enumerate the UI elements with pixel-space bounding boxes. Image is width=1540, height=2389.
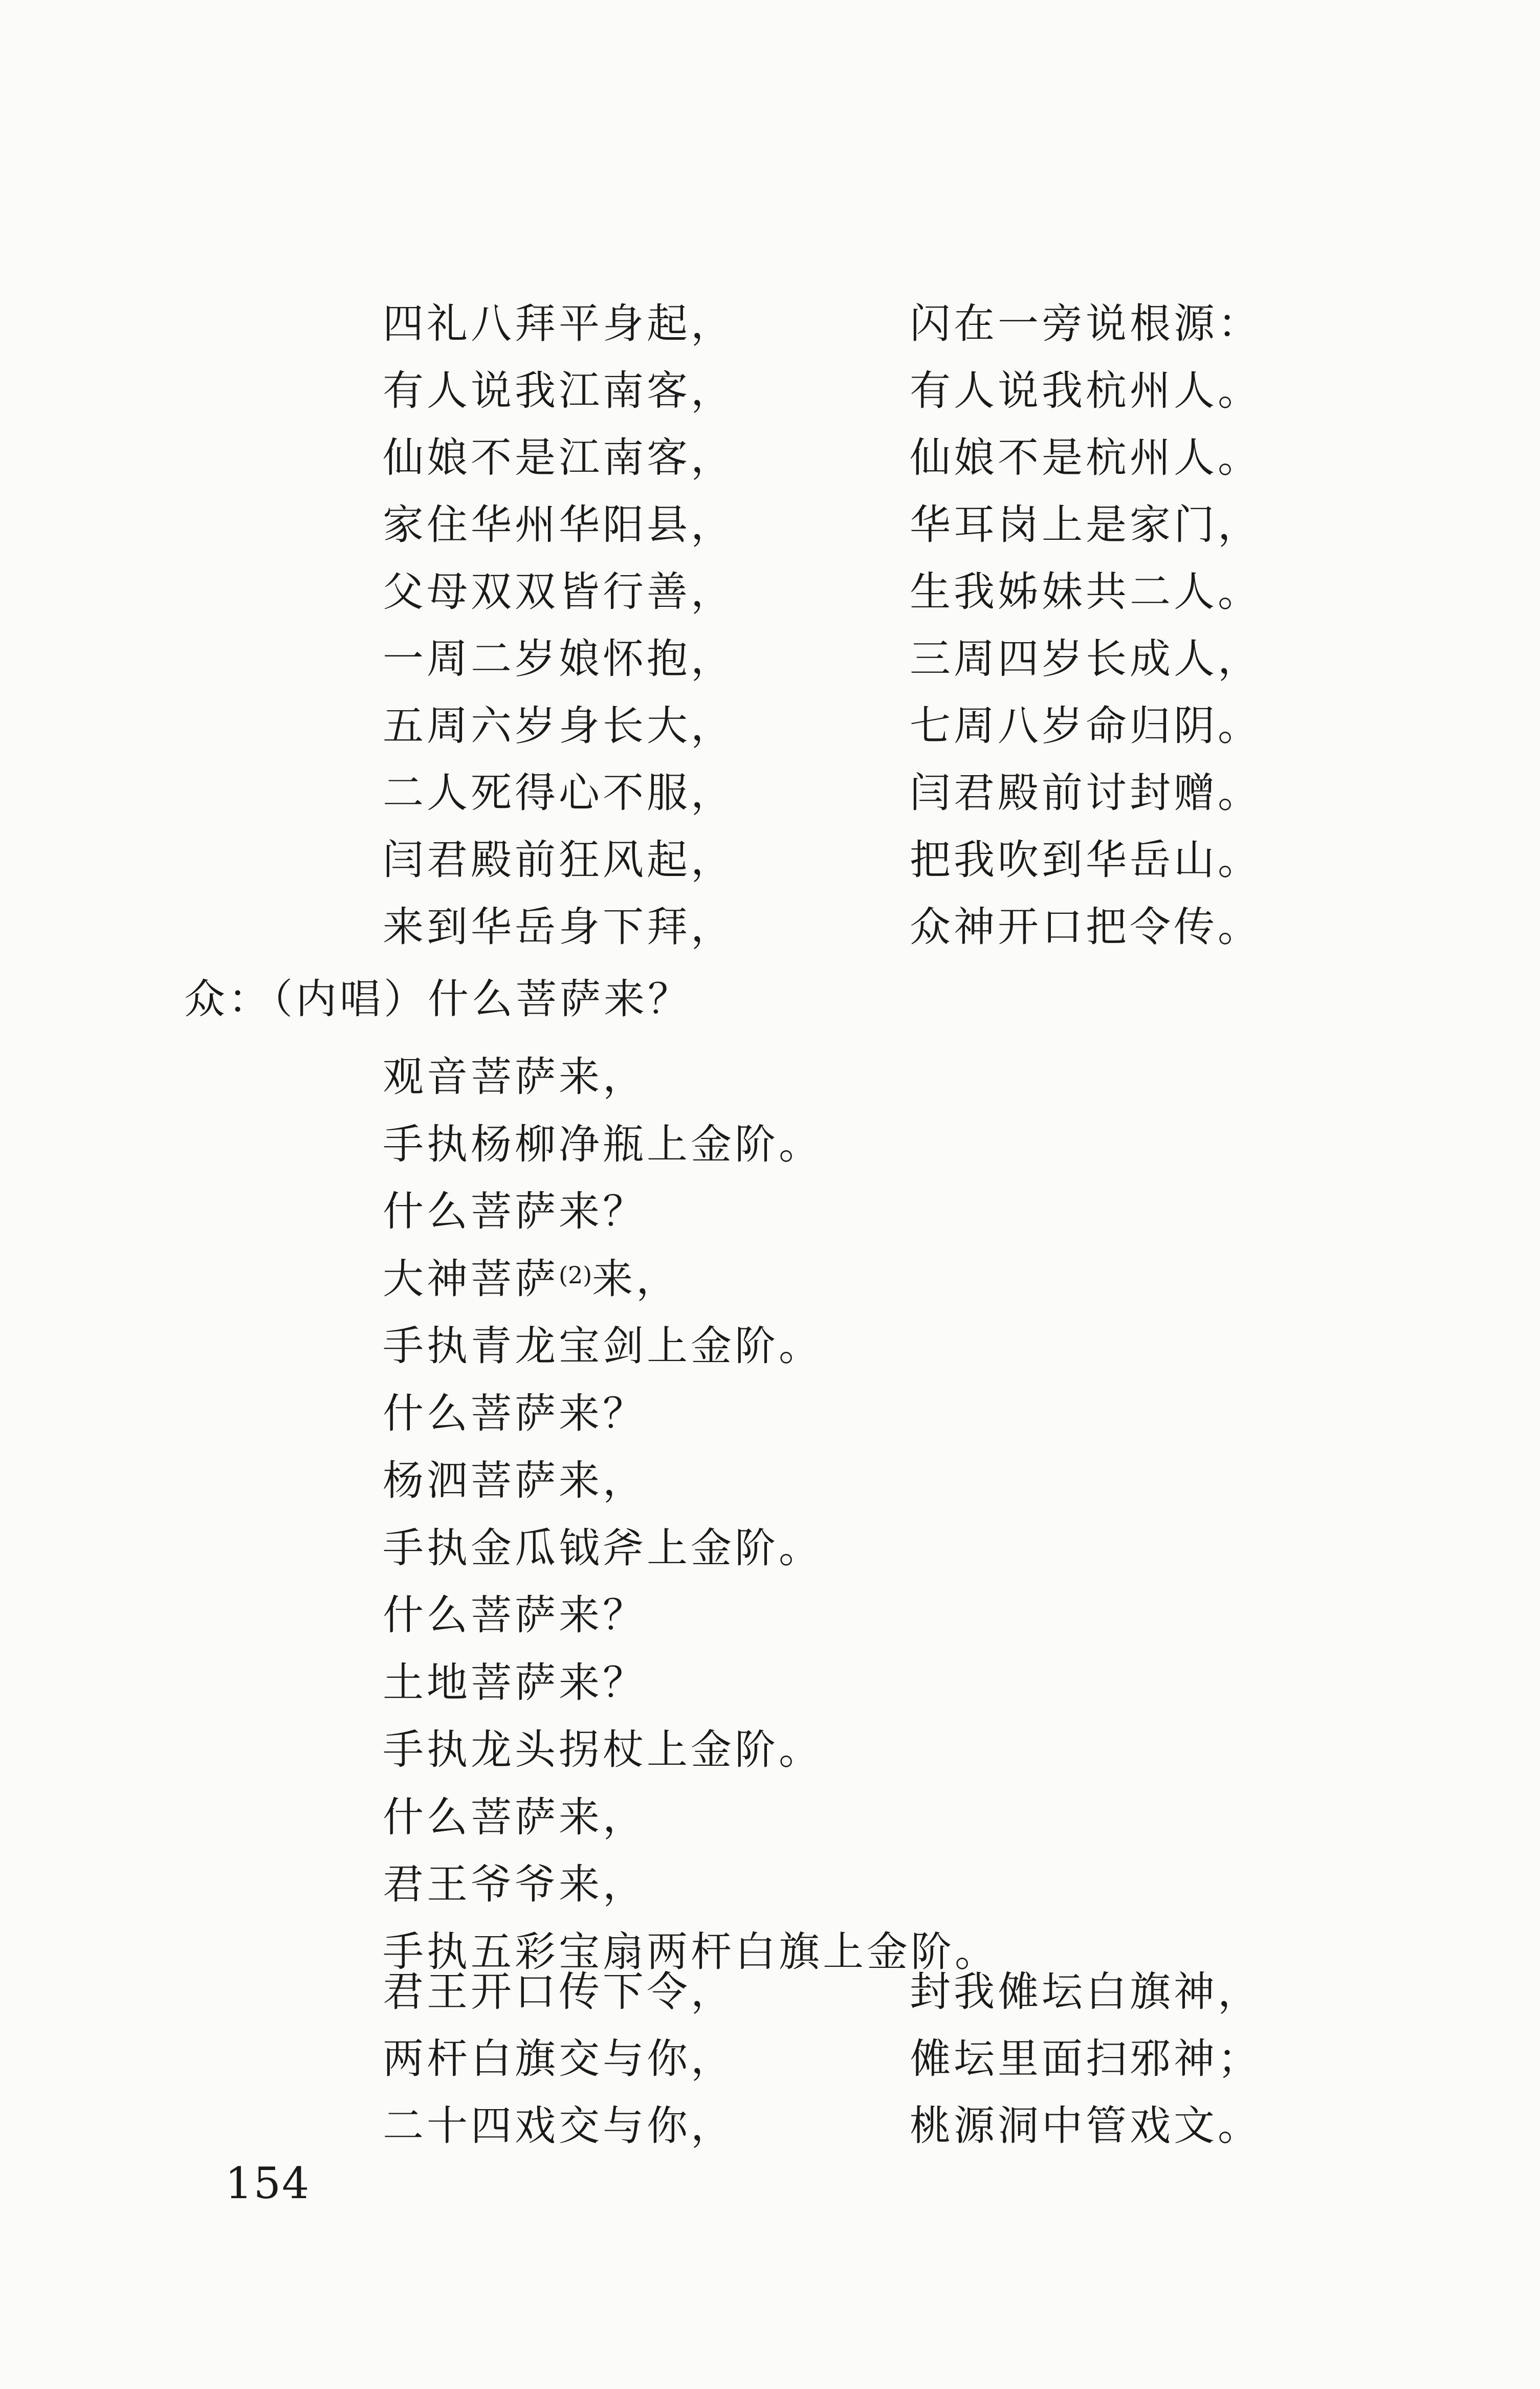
verse-couplet bbox=[383, 555, 1263, 622]
verse-left: 四礼八拜平身起， bbox=[383, 300, 735, 347]
chant-line: 手执青龙宝剑上金阶。 bbox=[383, 1322, 823, 1370]
verse-left: 有人说我江南客， bbox=[383, 367, 735, 414]
chant-line: 什么菩萨来， bbox=[383, 1793, 647, 1841]
verse-couplet bbox=[383, 1955, 1263, 2022]
chant-line: 土地菩萨来？ bbox=[383, 1658, 647, 1706]
verse-couplet bbox=[383, 421, 1263, 488]
verse-block-top bbox=[383, 287, 1263, 957]
verse-couplet bbox=[383, 890, 1263, 957]
verse-couplet bbox=[383, 756, 1263, 823]
verse-right: 封我傩坛白旗神， bbox=[910, 1968, 1262, 2015]
chant-line: 什么菩萨来？ bbox=[383, 1188, 647, 1236]
verse-left: 仙娘不是江南客， bbox=[383, 434, 735, 481]
chant-block bbox=[383, 1040, 1304, 1982]
chant-text: 来， bbox=[592, 1255, 680, 1303]
chant-line: 观音菩萨来， bbox=[383, 1053, 647, 1101]
page-number: 154 bbox=[225, 2158, 311, 2208]
chant-line: 手执龙头拐杖上金阶。 bbox=[383, 1726, 823, 1774]
verse-couplet bbox=[383, 2089, 1263, 2156]
verse-right: 闪在一旁说根源： bbox=[910, 300, 1262, 347]
verse-right: 傩坛里面扫邪神； bbox=[910, 2035, 1262, 2083]
verse-right: 生我姊妹共二人。 bbox=[910, 568, 1262, 616]
verse-right: 七周八岁命归阴。 bbox=[910, 702, 1262, 750]
verse-left: 家住华州华阳县， bbox=[383, 501, 735, 549]
verse-left: 两杆白旗交与你， bbox=[383, 2035, 735, 2083]
verse-left: 君王开口传下令， bbox=[383, 1968, 735, 2015]
verse-left: 一周二岁娘怀抱， bbox=[383, 635, 735, 683]
verse-left: 来到华岳身下拜， bbox=[383, 903, 735, 951]
verse-couplet bbox=[383, 2022, 1263, 2089]
chant-line: 君王爷爷来， bbox=[383, 1860, 647, 1909]
chant-line: 什么菩萨来？ bbox=[383, 1591, 647, 1639]
stage-direction: （内唱） bbox=[272, 975, 428, 1023]
speaker-line bbox=[184, 966, 692, 1025]
verse-right: 三周四岁长成人， bbox=[910, 635, 1262, 683]
chant-line: 什么菩萨来？ bbox=[383, 1389, 647, 1437]
verse-left: 父母双双皆行善， bbox=[383, 568, 735, 616]
verse-couplet bbox=[383, 488, 1263, 555]
speaker-name: 众： bbox=[184, 975, 272, 1023]
verse-right: 众神开口把令传。 bbox=[910, 903, 1262, 951]
verse-left: 二人死得心不服， bbox=[383, 769, 735, 817]
verse-couplet bbox=[383, 823, 1263, 890]
chant-line: 杨泗菩萨来， bbox=[383, 1457, 647, 1505]
chant-line-with-note bbox=[383, 1242, 1304, 1309]
verse-right: 桃源洞中管戏文。 bbox=[910, 2102, 1262, 2150]
verse-block-bottom bbox=[383, 1955, 1263, 2156]
chant-line: 手执五彩宝扇两杆白旗上金阶。 bbox=[383, 1927, 999, 1976]
verse-left: 闫君殿前狂风起， bbox=[383, 836, 735, 884]
verse-right: 仙娘不是杭州人。 bbox=[910, 434, 1262, 481]
footnote-marker: (2) bbox=[559, 1261, 592, 1289]
sung-line: 什么菩萨来？ bbox=[428, 975, 692, 1023]
verse-left: 二十四戏交与你， bbox=[383, 2102, 735, 2150]
verse-right: 华耳岗上是家门， bbox=[910, 501, 1262, 549]
chant-line: 手执金瓜钺斧上金阶。 bbox=[383, 1524, 823, 1572]
verse-couplet bbox=[383, 689, 1263, 756]
chant-text: 大神菩萨 bbox=[383, 1255, 559, 1303]
verse-couplet bbox=[383, 287, 1263, 354]
verse-left: 五周六岁身长大， bbox=[383, 702, 735, 750]
verse-right: 把我吹到华岳山。 bbox=[910, 836, 1262, 884]
verse-right: 闫君殿前讨封赠。 bbox=[910, 769, 1262, 817]
chant-line: 手执杨柳净瓶上金阶。 bbox=[383, 1120, 823, 1168]
verse-right: 有人说我杭州人。 bbox=[910, 367, 1262, 414]
verse-couplet bbox=[383, 354, 1263, 421]
verse-couplet bbox=[383, 622, 1263, 689]
